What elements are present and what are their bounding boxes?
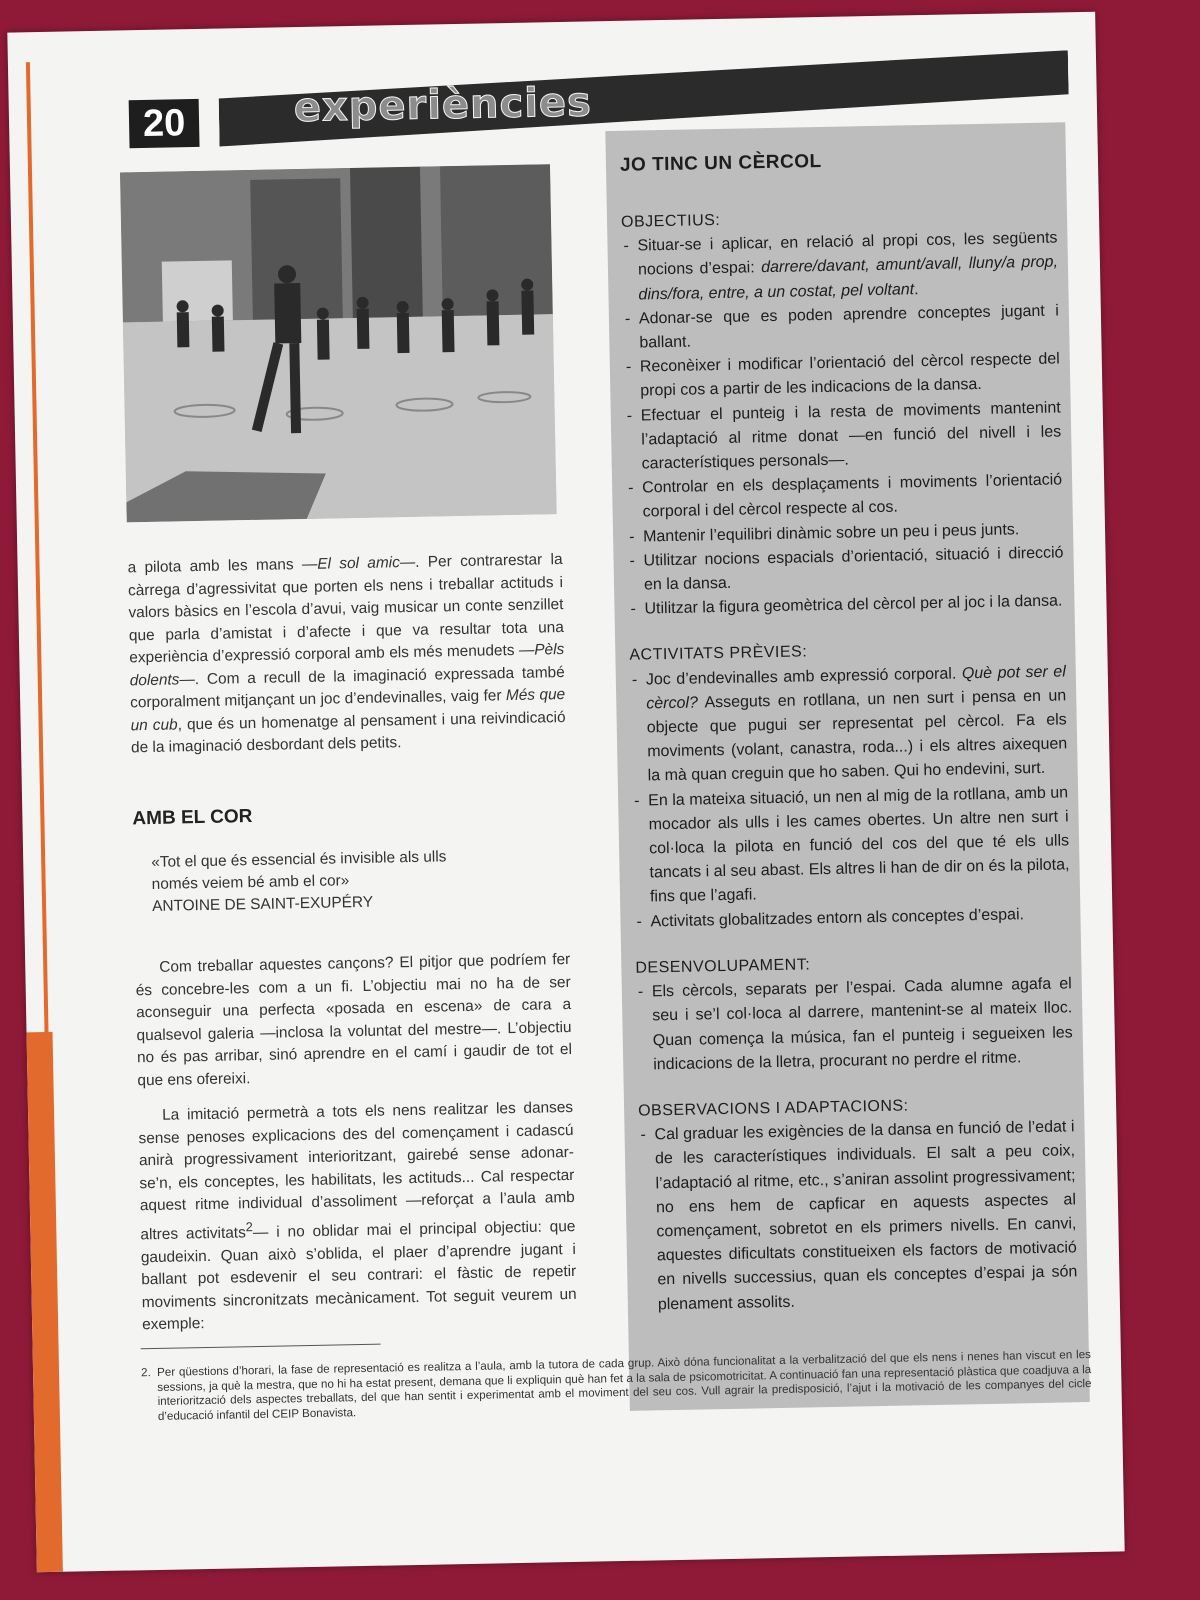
quote-block bbox=[151, 846, 447, 918]
text-run: Els cèrcols, separats per l’espai. Cada alumne agafa el seu i se’l col·loca al darrere, mantenint-se al mateix lloc. Quan comença la música, fan el punteig i segueixen les indicacions de la lletra, procurant no perdre el ritme. bbox=[651, 975, 1073, 1074]
photo-illustration bbox=[120, 164, 557, 522]
text-run: Utilitzar la figura geomètrica del cèrcol per al joc i la dansa. bbox=[644, 592, 1063, 618]
activity-sections bbox=[621, 202, 1079, 1339]
list-item bbox=[623, 299, 1060, 356]
footnote-divider bbox=[141, 1344, 381, 1350]
text-run: Cal graduar les exigències de la dansa en funció de l’edat i de les característiques individuals. El salt a peu coix, l’adaptació al ritme, etc., s’aniran assolint progressivament; no ens hem de capficar en aquests aspectes al començament, sobretot en els primers nivells. En canvi, aquestes dificultats constitueixen els factors de motivació en nivells successius, quan els conceptes d’espai ja són plenament assolits. bbox=[654, 1118, 1078, 1313]
footnote-reference: 2 bbox=[245, 1218, 253, 1235]
quote-author: ANTOINE DE SAINT-EXUPÉRY bbox=[151, 893, 374, 915]
text-run: a pilota amb les mans — bbox=[127, 556, 318, 577]
italic-text: Més que un cub bbox=[130, 686, 566, 735]
text-run: Mantenir l’equilibri dinàmic sobre un peu i peus junts. bbox=[642, 520, 1020, 546]
quote-line: només veiem bé amb el cor» bbox=[151, 872, 350, 893]
text-run: Efectuar el punteig i la resta de moviments mantenint l’adaptació al ritme donat —en funció del nivell i les característiques personals—. bbox=[640, 399, 1062, 473]
magazine-page bbox=[7, 12, 1124, 1573]
text-run: En la mateixa situació, un nen al mig de la rotllana, amb un mocador als ulls i les cames obertes. Un altre nen surt i col·loca la pilota en funció del cos del que té els ulls tancats i al seu abast. Els altres li han de dir on és la pilota, fins que l’agafi. bbox=[648, 784, 1070, 906]
text-run: Joc d’endevinalles amb expressió corporal. bbox=[645, 665, 963, 689]
section-list bbox=[638, 1115, 1078, 1317]
list-item bbox=[630, 660, 1068, 789]
footnote-number: 2. bbox=[140, 1366, 151, 1380]
section-heading: OBSERVACIONS I ADAPTACIONS: bbox=[637, 1097, 909, 1120]
text-run: . bbox=[913, 280, 919, 298]
paragraph-2-text-before: La imitació permetrà a tots els nens realitzar les danses sense penoses explicacions des del començament i cadascú anirà progressivament interioritzant, gairebé sense adonar-se’n, els conceptes, les habilitats, les actituds... Cal respectar aquest ritme individual d’assoliment —reforçat a l’aula amb altres activitats bbox=[138, 1099, 575, 1244]
italic-text: darrere/davant, amunt/avall, lluny/a prop, dins/fora, entre, a un costat, pel voltant bbox=[638, 253, 1059, 304]
text-run: Asseguts en rotllana, un nen surt i pensa en un objecte que pugui ser representat pel cèrcol. Fa els moviments (volant, canastra, roda...) i els altres aixequen la mà quan creguin que ho saben. Qui ho endevini, surt. bbox=[646, 687, 1068, 785]
text-run: Adonar-se que es poden aprendre conceptes jugant i ballant. bbox=[638, 302, 1060, 352]
body-paragraph-2 bbox=[138, 1097, 577, 1336]
list-item bbox=[638, 1115, 1078, 1317]
text-run: Activitats globalitzades entorn als conceptes d’espai. bbox=[650, 905, 1025, 931]
section-heading: OBJECTIUS: bbox=[620, 211, 721, 231]
text-run: Reconèixer i modificar l’orientació del cèrcol respecte del propi cos a partir de les indicacions de la dansa. bbox=[639, 350, 1060, 400]
section-list bbox=[630, 660, 1071, 935]
text-run: Utilitzar nocions espacials d’orientació, situació i direcció en la dansa. bbox=[643, 544, 1064, 594]
list-item bbox=[626, 469, 1063, 526]
quote-line: «Tot el que és essencial és invisible als ulls bbox=[151, 848, 447, 871]
list-item bbox=[632, 781, 1070, 910]
footnote-text: Per qüestions d’horari, la fase de representació es realitza a l’aula, amb la tutora de cada grup. Això dóna funcionalitat a la verbalització del que els nens i nenes han viscut en les sessions, ja què la mestra, que no hi ha estat present, demana que li expliquin què han fet a la sala de psicomotricitat. A continuació fan una representació plàstica que coadjuva a la interiorització dels aspectes treballats, del que han sentit i experimentat amb el moviment del seu cos. Vull agrair la predisposició, l’ajut i la motivació de les companyes del cicle d’educació infantil del CEIP Bonavista. bbox=[156, 1348, 1092, 1423]
activity-section bbox=[629, 636, 1070, 935]
activity-section bbox=[635, 948, 1073, 1077]
orange-margin-block bbox=[27, 1032, 63, 1572]
text-run: —. Com a recull de la imaginació expressada també corporalment mitjançant un joc d’endevinalles, vaig fer bbox=[130, 663, 565, 712]
list-item bbox=[625, 396, 1062, 477]
section-title: experiències bbox=[293, 79, 593, 132]
text-run: , que és un homenatge al pensament i una reivindicació de la imaginació desbordant dels petits. bbox=[130, 708, 566, 757]
orange-margin-line bbox=[26, 62, 49, 1042]
activity-section bbox=[621, 202, 1065, 622]
page-number: 20 bbox=[129, 99, 200, 148]
footnote bbox=[141, 1348, 1092, 1424]
paragraph-2-text-after: — i no oblidar mai el principal objectiu: que gaudeixin. Quan això s’oblida, el plaer d’aprendre jugant i ballant pot esdevenir el seu contrari: el fàstic de repetir moviments sincronitzats mecànicament. Tot seguit veurem un exemple: bbox=[140, 1217, 577, 1334]
activity-box bbox=[605, 122, 1089, 1411]
list-item bbox=[627, 541, 1064, 598]
children-dancing-photo bbox=[120, 164, 557, 522]
italic-text: Què pot ser el cèrcol? bbox=[646, 663, 1066, 713]
italic-text: El sol amic bbox=[317, 554, 401, 574]
section-list bbox=[636, 972, 1074, 1077]
intro-paragraph bbox=[127, 549, 566, 760]
activity-title: JO TINC UN CÈRCOL bbox=[619, 150, 822, 176]
section-heading: DESENVOLUPAMENT: bbox=[635, 956, 811, 977]
italic-text: Pèls dolents bbox=[129, 641, 565, 690]
list-item bbox=[636, 972, 1074, 1077]
body-paragraph-1: Com treballar aquestes cançons? El pitjor que podríem fer és concebre-les com a un fi. L’objectiu mai no ha de ser aconseguir una perfecta «posada en escena» de cara a qualsevol galeria —inclosa la voluntat del mestre—. L’objectiu no és pas arribar, sinó aprendre en el camí i gaudir de tot el que ens ofereixi. bbox=[135, 951, 573, 1090]
text-run: Situar-se i aplicar, en relació al propi cos, les següents nocions d’espai: bbox=[637, 229, 1058, 279]
subheading-amb-el-cor: AMB EL COR bbox=[132, 806, 253, 830]
list-item bbox=[624, 348, 1061, 405]
section-list bbox=[621, 227, 1064, 623]
text-run: —. Per contrarestar la càrrega d’agressivitat que porten els nens i treballar actituds i valors bàsics en l’escola d’avui, vaig musicar un conte senzillet que parla d’amistat i d’afecte i que va resultar tota una experiència d’expressió corporal amb els més menudets — bbox=[127, 551, 565, 667]
section-heading: ACTIVITATS PRÈVIES: bbox=[629, 643, 808, 665]
text-run: Controlar en els desplaçaments i moviments l’orientació corporal i del cèrcol respecte al cos. bbox=[642, 471, 1063, 521]
list-item bbox=[621, 227, 1058, 308]
activity-section bbox=[638, 1091, 1078, 1317]
